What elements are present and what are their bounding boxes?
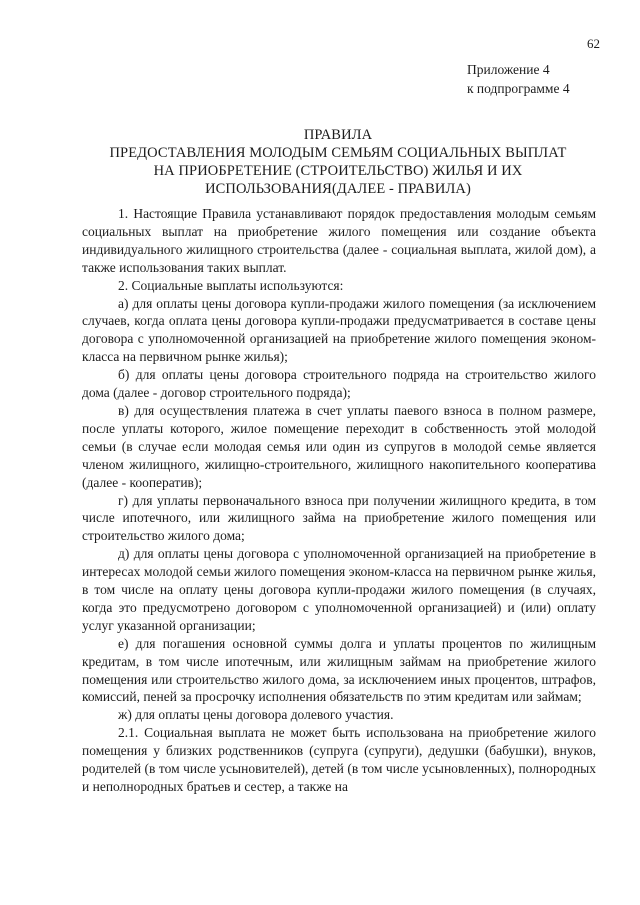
document-title <box>88 126 588 198</box>
paragraph-1: 1. Настоящие Правила устанавливают порядок предоставления молодым семьям социальных выплат на приобретение жилого помещения или создание объекта индивидуального жилищного строительства (далее - социальная выплата, жилой дом), а также использования таких выплат. <box>82 206 596 275</box>
paragraph-2g: г) для уплаты первоначального взноса при получении жилищного кредита, в том числе ипотечного, или жилищного займа на приобретение жилого помещения или строительство жилого дома; <box>82 492 596 544</box>
appendix-line: Приложение 4 <box>467 62 550 77</box>
document-body <box>82 205 596 796</box>
paragraph-2b: б) для оплаты цены договора строительного подряда на строительство жилого дома (далее - договор строительного подряда); <box>82 367 596 401</box>
page-number: 62 <box>587 36 600 51</box>
title-line-1: ПРАВИЛА <box>303 127 373 143</box>
appendix-reference <box>467 60 570 98</box>
paragraph-2a: а) для оплаты цены договора купли-продажи жилого помещения (за исключением случаев, когда оплата цены договора купли-продажи предусматривается в составе цены договора с уполномоченной организацией на приобретение жилого помещения эконом-класса на первичном рынке жилья); <box>82 295 596 365</box>
title-line-3: НА ПРИОБРЕТЕНИЕ (СТРОИТЕЛЬСТВО) ЖИЛЬЯ И ИХ <box>153 163 523 179</box>
paragraph-2e: е) для погашения основной суммы долга и уплаты процентов по жилищным кредитам, в том числе ипотечным, или жилищным займам на приобретение жилого помещения или строительство жилого дома, за исключением иных процентов, штрафов, комиссий, пеней за просрочку исполнения обязательств по этим кредитам или займам; <box>82 635 596 705</box>
paragraph-2: 2. Социальные выплаты используются: <box>118 277 344 293</box>
title-line-4: ИСПОЛЬЗОВАНИЯ(ДАЛЕЕ - ПРАВИЛА) <box>205 181 471 197</box>
title-line-2: ПРЕДОСТАВЛЕНИЯ МОЛОДЫМ СЕМЬЯМ СОЦИАЛЬНЫХ ВЫПЛАТ <box>109 145 567 161</box>
paragraph-2v: в) для осуществления платежа в счет уплаты паевого взноса в полном размере, после уплаты которого, жилое помещение переходит в собственность этой молодой семьи (в случае если молодая семья или один из супругов в молодой семье является членом жилищного, жилищно-строительного, жилищного накопительного кооператива (далее - кооператив); <box>82 402 596 490</box>
paragraph-2-1: 2.1. Социальная выплата не может быть использована на приобретение жилого помещения у близких родственников (супруга (супруги), дедушки (бабушки), внуков, родителей (в том числе усыновителей), детей (в том числе усыновленных), полнородных и неполнородных братьев и сестер, а также на <box>82 725 596 794</box>
appendix-subprogram-line: к подпрограмме 4 <box>467 81 570 96</box>
paragraph-2zh: ж) для оплаты цены договора долевого участия. <box>118 707 394 723</box>
paragraph-2d: д) для оплаты цены договора с уполномоченной организацией на приобретение в интересах молодой семьи жилого помещения эконом-класса на первичном рынке жилья, в том числе на оплату цены договора купли-продажи жилого помещения (в случаях, когда это предусмотрено договором с уполномоченной организацией) и (или) оплату услуг указанной организации; <box>82 546 596 633</box>
